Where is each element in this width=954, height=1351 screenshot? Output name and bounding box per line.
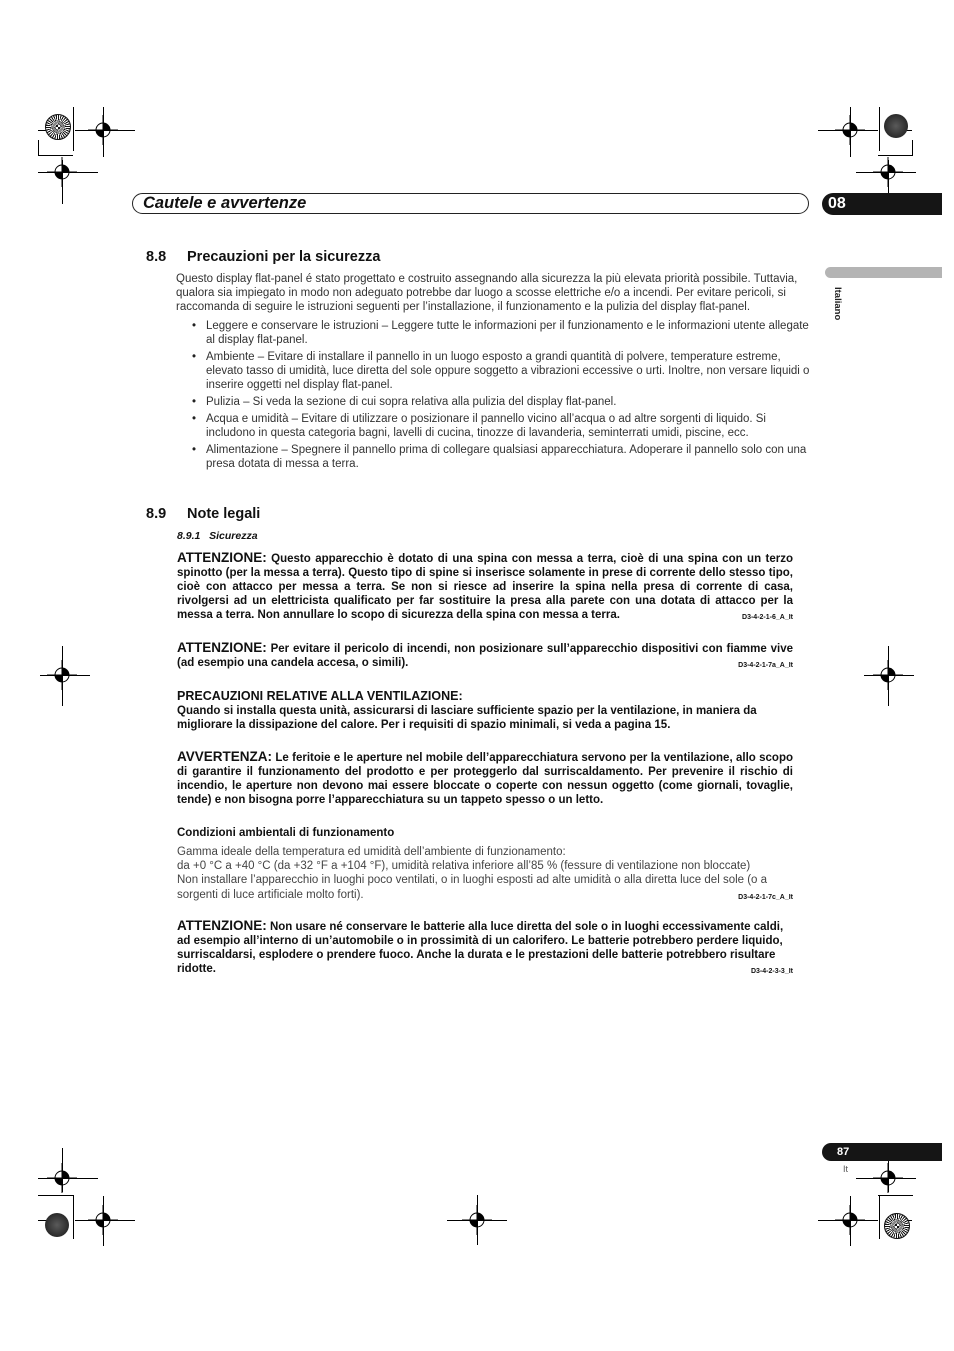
section-intro: Questo display flat-panel é stato progettato e costruito assegnando alla sicurezza la più elevata priorità possibile. Tuttavia, qualora sia impiegato in modo non adeguato potrebbe dar luogo a scosse elettriche e/o a incendi. Per evitare pericoli, si raccomanda di seguire le istruzioni seguenti per l’installazione, il funzionamento e la pulizia del display flat-panel.: [176, 273, 798, 314]
density-disc-icon: [45, 1213, 69, 1237]
registration-mark-icon: [873, 157, 903, 187]
density-disc-icon: [884, 114, 908, 138]
warning-block-1: ATTENZIONE: Questo apparecchio è dotato di una spina con messa a terra, cioè di una spina con un terzo spinotto (per la messa a terra). Questo tipo di spine si inserisce solamente in prese di corrente dello stesso tipo, cioè con attacco per messa a terra. Se non si riesce ad inserire la spina nella presa di corrente di casa, rivolgersi ad un elettricista qualificato per far sostituire la presa alla parete con una dotata di attacco per la messa a terra. Non annullare lo scopo di sicurezza della spina con messa a terra. D3-4-2-1-6_A_It: [177, 551, 793, 622]
list-item: • Pulizia – Si veda la sezione di cui sopra relativa alla pulizia del display flat-panel.: [176, 395, 810, 409]
chapter-title: Cautele e avvertenze: [143, 194, 307, 212]
reference-code: D3-4-2-1-7c_A_It: [738, 893, 793, 901]
section-heading-8-9: 8.9 Note legali: [146, 506, 261, 522]
language-tab: [825, 267, 942, 278]
registration-mark-icon: [88, 1205, 118, 1235]
subsection-heading: 8.9.1 Sicurezza: [177, 530, 258, 542]
registration-mark-icon: [47, 157, 77, 187]
section-8-8-body: [176, 272, 810, 474]
ventilation-text: Quando si installa questa unità, assicurarsi di lasciare sufficiente spazio per la ventilazione, in maniera da migliorare la dissipazione del calore. Per i requisiti di spazio minimali, si veda a pagina 15.: [177, 705, 757, 731]
registration-mark-icon: [835, 1205, 865, 1235]
chapter-number: 08: [828, 195, 846, 212]
warning-block-4: ATTENZIONE: Non usare né conservare le batterie alla luce diretta del sole o in luoghi eccessivamente caldi, ad esempio all’interno di un’automobile o in prossimità di un calorifero. Le batterie potrebbero perdere liquido, surriscaldarsi, esplodere o prendere fuoco. Anche la durata e le prestazioni delle batterie potrebbero risultare ridotte. D3-4-2-3-3_It: [177, 919, 793, 976]
page-language: It: [843, 1164, 849, 1174]
reference-code: D3-4-2-1-6_A_It: [742, 614, 793, 621]
star-target-icon: [45, 114, 71, 140]
star-target-icon: [884, 1213, 910, 1239]
ventilation-title: PRECAUZIONI RELATIVE ALLA VENTILAZIONE:: [177, 689, 463, 703]
reference-code: D3-4-2-3-3_It: [750, 967, 793, 975]
registration-mark-icon: [873, 1163, 903, 1193]
bullet-list: [176, 319, 810, 471]
registration-mark-icon: [873, 660, 903, 690]
registration-mark-icon: [47, 1163, 77, 1193]
conditions-line: Non installare l’apparecchio in luoghi poco ventilati, o in luoghi esposti ad alte umidità o alla diretta luce del sole (o a sorgenti di luce artificiale molto forti). D3-4-2-1-7c_A_It: [177, 873, 793, 901]
registration-mark-icon: [88, 115, 118, 145]
language-label: Italiano: [832, 287, 843, 321]
conditions-line: da +0 °C a +40 °C (da +32 °F a +104 °F), umidità relativa inferiore all’85 % (fessure di ventilazione non bloccate): [177, 860, 751, 873]
page-number: 87: [837, 1146, 850, 1158]
conditions-title: Condizioni ambientali di funzionamento: [177, 827, 395, 839]
list-item: • Alimentazione – Spegnere il pannello prima di collegare qualsiasi apparecchiatura. Adoperare il pannello solo con una presa dotata di messa a terra.: [176, 443, 810, 471]
registration-mark-icon: [47, 660, 77, 690]
warning-block-2: ATTENZIONE: Per evitare il pericolo di incendi, non posizionare sull’apparecchio dispositivi con fiamme vive (ad esempio una candela accesa, o simili). D3-4-2-1-7a_A_It: [177, 641, 793, 670]
registration-mark-icon: [835, 115, 865, 145]
reference-code: D3-4-2-1-7a_A_It: [738, 662, 793, 669]
conditions-line: Gamma ideale della temperatura ed umidità dell’ambiente di funzionamento:: [177, 846, 566, 858]
list-item: • Ambiente – Evitare di installare il pannello in un luogo esposto a grandi quantità di polvere, temperature estreme, elevato tasso di umidità, luce diretta del sole oppure soggetto a vibrazioni eccessive o urti. Inoltre, non versare liquidi o inserire oggetti nel display flat-panel.: [176, 350, 810, 392]
registration-mark-icon: [462, 1205, 492, 1235]
list-item: • Leggere e conservare le istruzioni – Leggere tutte le informazioni per il funzionamento e le informazioni utente allegate al display flat-panel.: [176, 319, 810, 347]
section-heading-8-8: 8.8 Precauzioni per la sicurezza: [146, 249, 381, 265]
list-item: • Acqua e umidità – Evitare di utilizzare o posizionare il pannello vicino all’acqua o ad altre sorgenti di liquido. Si includono in questa categoria bagni, lavelli di cucina, tinozze di lavanderia, seminterrati umidi, piscine, ecc.: [176, 412, 810, 440]
warning-block-3: AVVERTENZA: Le feritoie e le aperture nel mobile dell’apparecchiatura servono per la ventilazione, allo scopo di garantire il funzionamento del prodotto e per proteggerlo dal surriscaldamento. Per prevenire il rischio di incendio, le aperture non devono mai essere bloccate o coperte con nessun oggetto (come giornali, tovaglie, tende) e non bisogna porre l’apparecchiatura su un tappeto spesso o un letto.: [177, 749, 793, 806]
safety-notes: [177, 551, 793, 979]
